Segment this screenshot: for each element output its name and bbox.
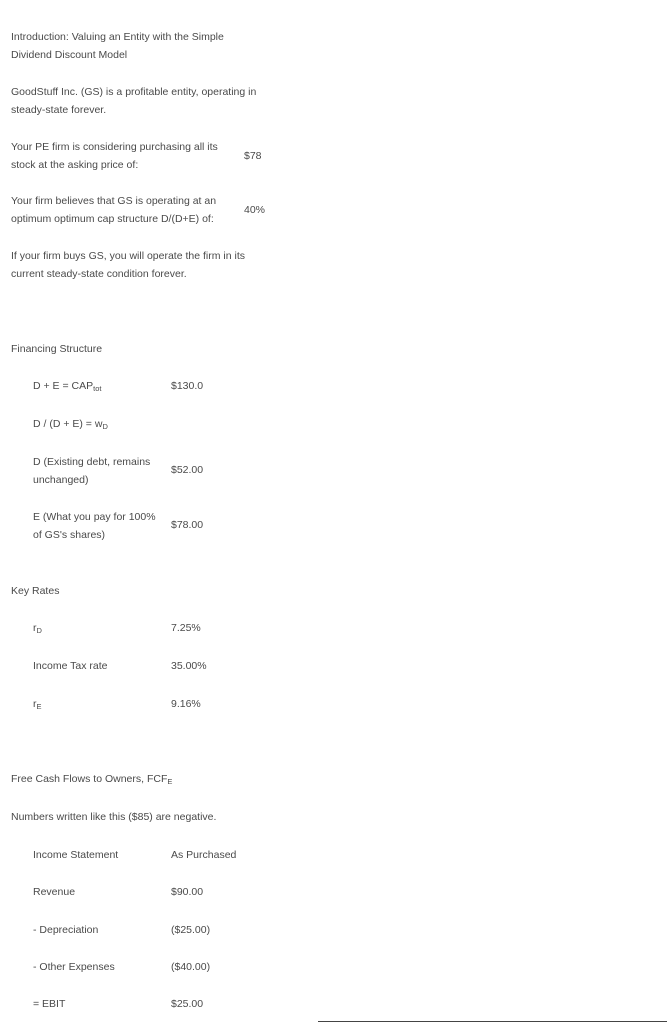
financing-row-cap-value: $130.0 [171, 380, 204, 392]
fcf-row-ebit-value: $25.00 [171, 998, 204, 1010]
fcf-row-depreciation-value: ($25.00) [171, 924, 211, 936]
financing-row-debt-value: $52.00 [171, 464, 204, 476]
rate-tax-label: Income Tax rate [33, 660, 108, 672]
financing-row-wd-label: $D / (D + E) = w_D$ [33, 418, 108, 431]
fcf-heading: Free Cash Flows to Owners, $FCF_E$ [11, 773, 173, 786]
rate-tax-value: 35.00% [171, 660, 207, 672]
intro-paragraph-1: GoodStuff Inc. (GS) is a profitable entity, operating in steady-state forever. [11, 86, 257, 116]
fcf-note: Numbers written like this ($85) are negative. [11, 811, 217, 823]
financing-row-equity-label: E (What you pay for 100% of GS's shares) [33, 511, 156, 541]
fcf-row-revenue-label: Revenue [33, 886, 76, 898]
intro-paragraph-4: If your firm buys GS, you will operate the firm in its current steady-state condition forever. [11, 250, 245, 280]
fcf-row-revenue-value: $90.00 [171, 886, 204, 898]
asking-price-value: $78 [244, 150, 262, 162]
fcf-row-depreciation-label: - Depreciation [33, 924, 99, 936]
financing-row-debt-label: D (Existing debt, remains unchanged) [33, 456, 151, 486]
cap-structure-value: 40% [244, 204, 266, 216]
rate-re-value: 9.16% [171, 698, 201, 710]
title-line-2: Dividend Discount Model [11, 49, 128, 61]
title-line-1: Introduction: Valuing an Entity with the Simple [11, 31, 224, 43]
fcf-row-other-expenses-label: - Other Expenses [33, 961, 115, 973]
fcf-column-header-purchased: As Purchased [171, 849, 237, 861]
financing-row-cap-label: $D + E = CAP_{tot}$ [33, 380, 102, 393]
rates-heading: Key Rates [11, 585, 60, 597]
financing-heading: Financing Structure [11, 343, 103, 355]
page-title [11, 28, 224, 64]
intro-paragraph-3: Your firm believes that GS is operating at an optimum optimum cap structure D/(D+E) of: [11, 195, 217, 225]
rate-re-label: $r_E$ [33, 698, 42, 711]
rate-rd-value: 7.25% [171, 622, 201, 634]
divider-line [318, 1021, 667, 1022]
rate-rd-label: $r_D$ [33, 622, 42, 635]
fcf-column-header-statement: Income Statement [33, 849, 119, 861]
fcf-row-other-expenses-value: ($40.00) [171, 961, 211, 973]
financing-row-equity-value: $78.00 [171, 519, 204, 531]
intro-paragraph-2: Your PE firm is considering purchasing all its stock at the asking price of: [11, 141, 218, 171]
fcf-row-ebit-label: = EBIT [33, 998, 66, 1010]
